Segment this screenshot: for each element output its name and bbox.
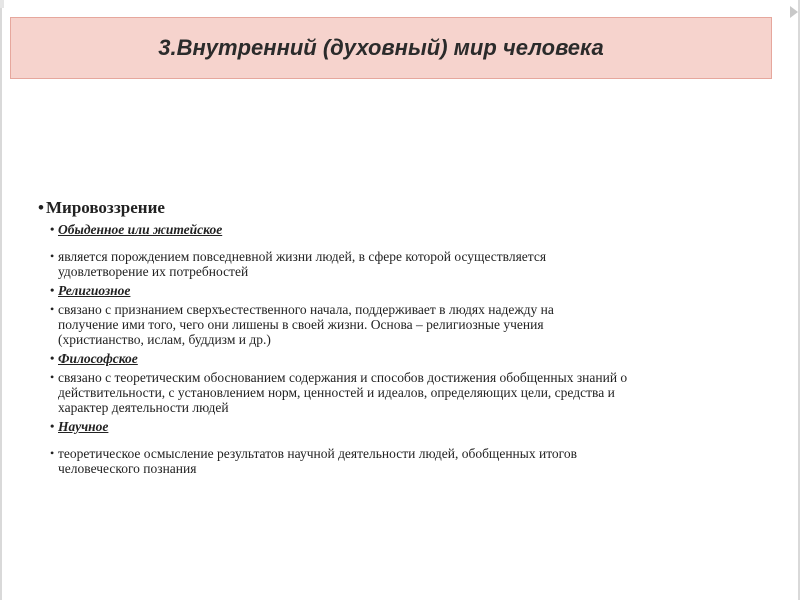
subheading-text: Религиозное	[58, 283, 131, 298]
content-area	[38, 198, 786, 476]
list-item-scientific-desc	[46, 446, 786, 476]
list-item-religious-desc	[46, 302, 786, 347]
bullet-icon: •	[50, 283, 55, 297]
desc-line: связано с признанием сверхъестественного начала, поддерживает в людях надежду на	[58, 302, 554, 317]
list-item-everyday	[46, 222, 786, 237]
desc-line: характер деятельности людей	[58, 400, 229, 415]
worldview-heading	[38, 198, 786, 218]
slide-title: 3.Внутренний (духовный) мир человека	[158, 35, 604, 60]
desc-line: (христианство, ислам, буддизм и др.)	[58, 332, 271, 347]
title-banner	[10, 17, 772, 79]
list-item-scientific	[46, 419, 786, 434]
bullet-icon: •	[50, 222, 55, 236]
desc-line: человеческого познания	[58, 461, 197, 476]
bullet-icon: •	[50, 446, 55, 460]
bullet-icon: •	[50, 419, 55, 433]
next-slide-arrow-icon[interactable]	[790, 6, 798, 18]
bullet-icon: •	[50, 249, 55, 263]
desc-line: удовлетворение их потребностей	[58, 264, 249, 279]
list-item-everyday-desc	[46, 249, 786, 279]
bullet-icon: •	[50, 351, 55, 365]
slide-corner-mark	[0, 0, 4, 8]
list-item-philosophical-desc	[46, 370, 786, 415]
bullet-icon: •	[38, 198, 44, 217]
desc-line: действительности, с установлением норм, ценностей и идеалов, определяющих цели, средства и	[58, 385, 615, 400]
desc-line: связано с теоретическим обоснованием содержания и способов достижения обобщенных знаний о	[58, 370, 628, 385]
subheading-text: Обыденное или житейское	[58, 222, 223, 237]
list-item-religious	[46, 283, 786, 298]
bullet-icon: •	[50, 370, 55, 384]
subheading-text: Философское	[58, 351, 138, 366]
desc-line: теоретическое осмысление результатов научной деятельности людей, обобщенных итогов	[58, 446, 577, 461]
desc-line: является порождением повседневной жизни людей, в сфере которой осуществляется	[58, 249, 547, 264]
desc-line: получение ими того, чего они лишены в своей жизни. Основа – религиозные учения	[58, 317, 544, 332]
list-item-philosophical	[46, 351, 786, 366]
bullet-icon: •	[50, 302, 55, 316]
subheading-text: Научное	[58, 419, 109, 434]
heading-text: Мировоззрение	[46, 198, 165, 217]
